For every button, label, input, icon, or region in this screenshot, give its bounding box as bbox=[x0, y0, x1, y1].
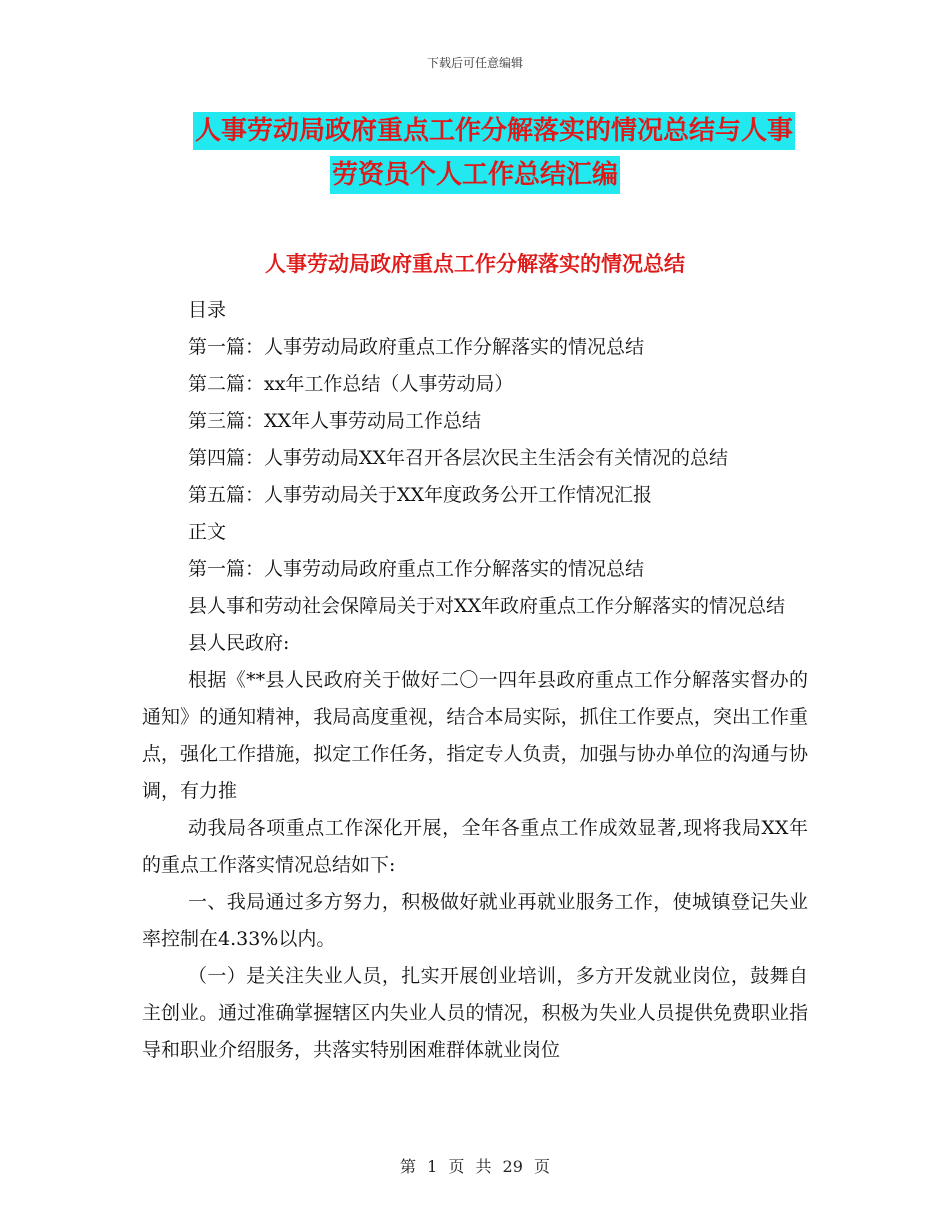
toc-item: 第一篇：人事劳动局政府重点工作分解落实的情况总结 bbox=[188, 336, 645, 358]
toc-item: 第五篇：人事劳动局关于XX年度政务公开工作情况汇报 bbox=[188, 484, 653, 506]
paragraph: 县人事和劳动社会保障局关于对XX年政府重点工作分解落实的情况总结 bbox=[188, 595, 786, 617]
document-body bbox=[142, 292, 808, 1069]
section-subtitle: 人事劳动局政府重点工作分解落实的情况总结 bbox=[265, 252, 685, 276]
header-note: 下载后可任意编辑 bbox=[426, 56, 523, 70]
toc-heading: 目录 bbox=[188, 299, 227, 321]
toc-item: 第四篇：人事劳动局XX年召开各层次民主生活会有关情况的总结 bbox=[188, 447, 729, 469]
paragraph: （一）是关注失业人员，扎实开展创业培训，多方开发就业岗位，鼓舞自主创业。通过准确掌握辖区内失业人员的情况，积极为失业人员提供免费职业指导和职业介绍服务，共落实特别困难群体就业岗位 bbox=[142, 965, 808, 1061]
paragraph: 根据《**县人民政府关于做好二〇一四年县政府重点工作分解落实督办的通知》的通知精神，我局高度重视，结合本局实际，抓住工作要点，突出工作重点，强化工作措施，拟定工作任务，指定专人负责，加强与协办单位的沟通与协调，有力推 bbox=[142, 669, 808, 802]
article-title: 第一篇：人事劳动局政府重点工作分解落实的情况总结 bbox=[188, 558, 645, 580]
toc-item: 第二篇：xx年工作总结（人事劳动局） bbox=[188, 373, 514, 395]
paragraph: 一、我局通过多方努力，积极做好就业再就业服务工作，使城镇登记失业率控制在4.33%以内。 bbox=[142, 891, 808, 950]
body-heading: 正文 bbox=[188, 521, 227, 543]
document-title-line-2: 劳资员个人工作总结汇编 bbox=[330, 156, 620, 194]
paragraph: 动我局各项重点工作深化开展，全年各重点工作成效显著,现将我局XX年的重点工作落实情况总结如下: bbox=[142, 817, 808, 876]
document-title-line-1: 人事劳动局政府重点工作分解落实的情况总结与人事 bbox=[193, 112, 795, 150]
page-footer: 第 1 页 共 29 页 bbox=[400, 1157, 550, 1176]
paragraph: 县人民政府: bbox=[188, 632, 290, 654]
toc-item: 第三篇：XX年人事劳动局工作总结 bbox=[188, 410, 482, 432]
